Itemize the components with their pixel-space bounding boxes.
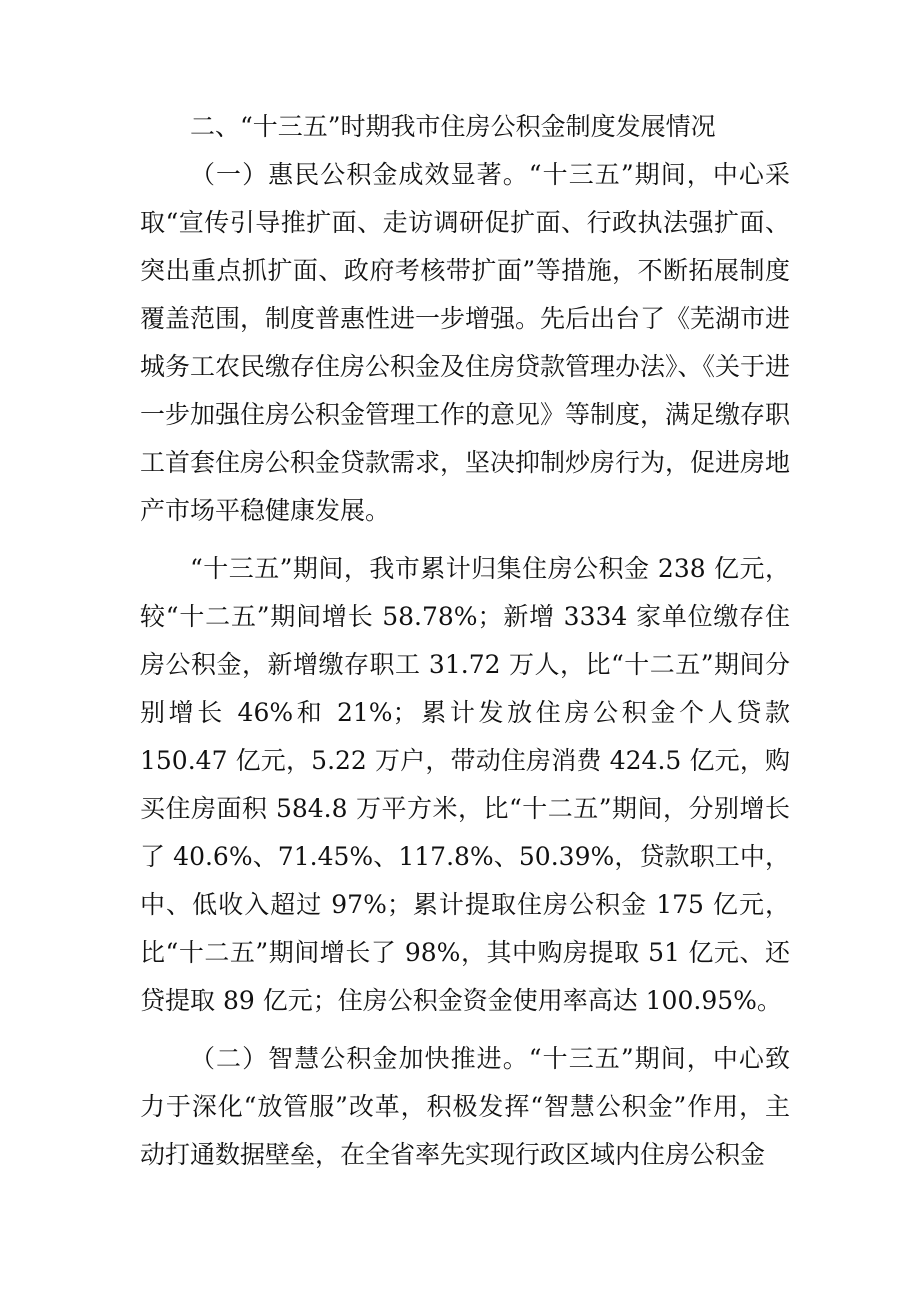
section-heading: 二、“十三五”时期我市住房公积金制度发展情况	[190, 112, 716, 141]
paragraph-statistics: “十三五”期间，我市累计归集住房公积金 238 亿元，较“十二五”期间增长 58.78%；新增 3334 家单位缴存住房公积金，新增缴存职工 31.72 万人，比“十二五”期间分别增长 46%和 21%；累计发放住房公积金个人贷款 150.47 亿元，5.22 万户，带动住房消费 424.5 亿元，购买住房面积 584.8 万平方米，比“十二五”期间，分别增长了 40.6%、71.45%、117.8%、50.39%，贷款职工中，中、低收入超过 97%；累计提取住房公积金 175 亿元，比“十二五”期间增长了 98%，其中购房提取 51 亿元、还贷提取 89 亿元；住房公积金资金使用率高达 100.95%。	[140, 554, 790, 1015]
paragraph-smart-fund: （二）智慧公积金加快推进。“十三五”期间，中心致力于深化“放管服”改革，积极发挥“智慧公积金”作用，主动打通数据壁垒，在全省率先实现行政区域内住房公积金	[140, 1044, 790, 1169]
document-body	[140, 103, 790, 1179]
paragraph-benefits: （一）惠民公积金成效显著。“十三五”期间，中心采取“宣传引导推扩面、走访调研促扩面、行政执法强扩面、突出重点抓扩面、政府考核带扩面”等措施，不断拓展制度覆盖范围，制度普惠性进一步增强。先后出台了《芜湖市进城务工农民缴存住房公积金及住房贷款管理办法》、《关于进一步加强住房公积金管理工作的意见》等制度，满足缴存职工首套住房公积金贷款需求，坚决抑制炒房行为，促进房地产市场平稳健康发展。	[140, 160, 791, 525]
